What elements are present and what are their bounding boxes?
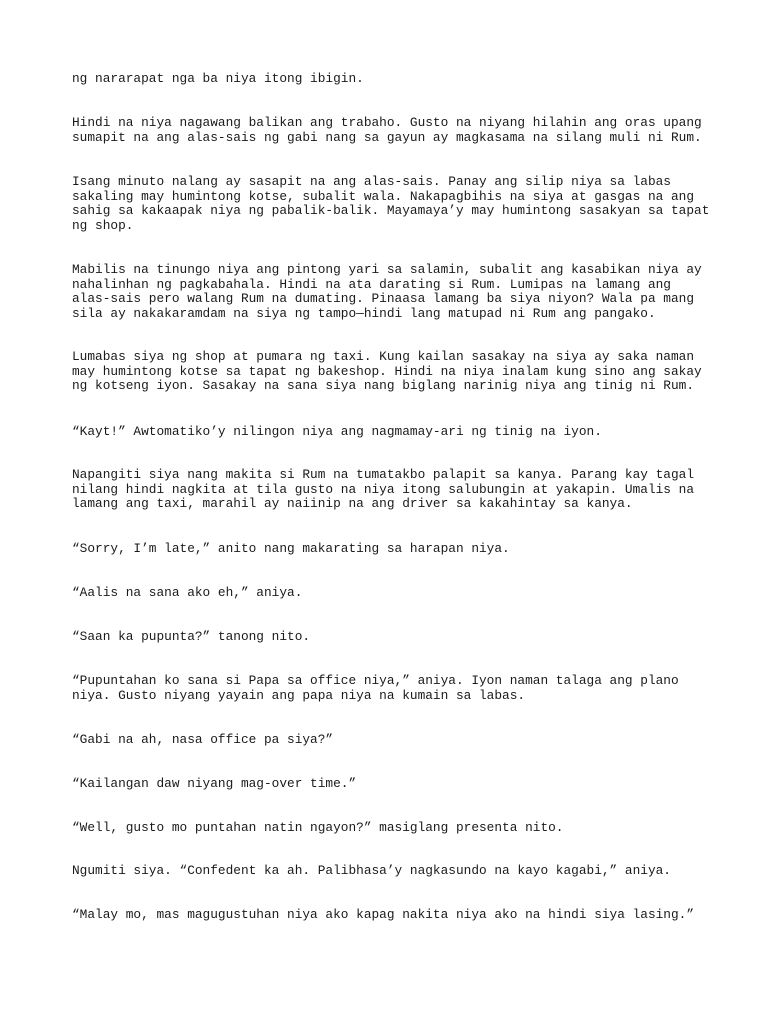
paragraph: Lumabas siya ng shop at pumara ng taxi. Kung kailan sasakay na siya ay saka naman may humintong kotse sa tapat ng bakeshop. Hindi na niya inalam kung sino ang sakay ng kotseng iyon. Sasakay na sana siya nang biglang narinig niya ang tinig ni Rum. [72,349,702,394]
paragraph: Napangiti siya nang makita si Rum na tumatakbo palapit sa kanya. Parang kay tagal nilang hindi nagkita at tila gusto na niya itong salubungin at yakapin. Umalis na lamang ang taxi, marahil ay naiinip na ang driver sa kakahintay sa kanya. [72,467,695,512]
paragraph: “Kailangan daw niyang mag-over time.” [72,776,357,791]
paragraph: “Pupuntahan ko sana si Papa sa office niya,” aniya. Iyon naman talaga ang plano niya. Gusto niyang yayain ang papa niya na kumain sa labas. [72,673,679,703]
paragraph: Hindi na niya nagawang balikan ang trabaho. Gusto na niyang hilahin ang oras upang sumapit na ang alas-sais ng gabi nang sa gayun ay magkasama na silang muli ni Rum. [72,115,702,145]
paragraph: “Malay mo, mas magugustuhan niya ako kapag nakita niya ako na hindi siya lasing.” [72,907,695,922]
paragraph: “Gabi na ah, nasa office pa siya?” [72,732,334,747]
paragraph: “Aalis na sana ako eh,” aniya. [72,585,303,600]
paragraph: “Saan ka pupunta?” tanong nito. [72,629,311,644]
paragraph: ng nararapat nga ba niya itong ibigin. [72,71,364,86]
paragraph: “Kayt!” Awtomatiko’y nilingon niya ang nagmamay-ari ng tinig na iyon. [72,424,602,439]
paragraph: Mabilis na tinungo niya ang pintong yari sa salamin, subalit ang kasabikan niya ay nahalinhan ng pagkabahala. Hindi na ata darating si Rum. Lumipas na lamang ang alas-sais pero walang Rum na dumating. Pinaasa lamang ba siya niyon? Wala pa mang sila ay nakakaramdam na siya ng tampo—hindi lang matupad ni Rum ang pangako. [72,262,702,321]
paragraph: Isang minuto nalang ay sasapit na ang alas-sais. Panay ang silip niya sa labas sakaling may humintong kotse, subalit wala. Nakapagbihis na siya at gasgas na ang sahig sa kakaapak niya ng pabalik-balik. Mayamaya’y may humintong sasakyan sa tapat ng shop. [72,174,710,233]
paragraph: “Sorry, I’m late,” anito nang makarating sa harapan niya. [72,541,510,556]
paragraph: Ngumiti siya. “Confedent ka ah. Palibhasa’y nagkasundo na kayo kagabi,” aniya. [72,863,671,878]
paragraph: “Well, gusto mo puntahan natin ngayon?” masiglang presenta nito. [72,820,564,835]
